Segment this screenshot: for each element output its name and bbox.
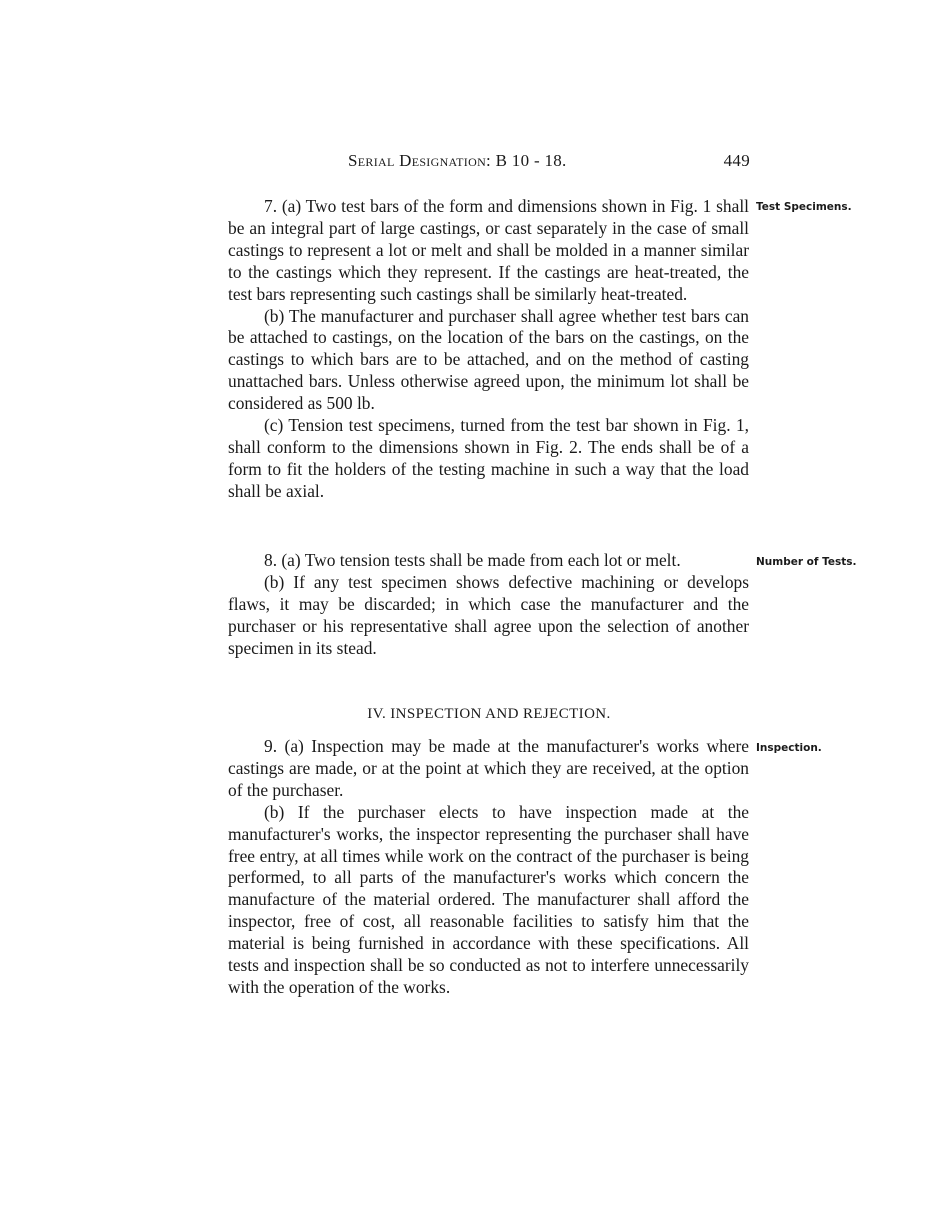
margin-note-number-of-tests: Number of Tests. [756,556,857,568]
page-header [228,151,750,175]
paragraph-8a: 8. (a) Two tension tests shall be made from each lot or melt. [264,550,681,570]
paragraph-7c: (c) Tension test specimens, turned from the test bar shown in Fig. 1, shall conform to the dimensions shown in Fig. 2. The ends shall be of a form to fit the holders of the testing machine in such a way that the load shall be axial. [228,415,749,501]
section-7-test-specimens [228,196,749,503]
paragraph-7a: 7. (a) Two test bars of the form and dimensions shown in Fig. 1 shall be an integral part of large castings, or cast separately in the case of small castings to represent a lot or melt and shall be molded in a manner similar to the castings which they represent. If the castings are heat-treated, the test bars representing such castings shall be similarly heat-treated. [228,196,749,304]
serial-designation: Serial Designation: B 10 - 18. [348,151,567,170]
margin-note-inspection: Inspection. [756,742,822,754]
margin-note-test-specimens: Test Specimens. [756,201,852,213]
section-8-number-of-tests [228,550,749,660]
page-number: 449 [723,151,750,170]
section-9-inspection [228,736,749,999]
paragraph-9b: (b) If the purchaser elects to have inspection made at the manufacturer's works, the inspector representing the purchaser shall have free entry, at all times while work on the contract of the purchaser is being performed, to all parts of the manufacturer's works which concern the manufacture of the material ordered. The manufacturer shall afford the inspector, free of cost, all reasonable facilities to satisfy him that the material is being furnished in accordance with these specifications. All tests and inspection shall be so conducted as not to interfere unnecessarily with the operation of the works. [228,801,749,997]
paragraph-8b: (b) If any test specimen shows defective machining or develops flaws, it may be discarded; in which case the manufacturer and the purchaser or his representative shall agree upon the selection of another specimen in its stead. [228,571,749,658]
paragraph-7b: (b) The manufacturer and purchaser shall agree whether test bars can be attached to castings, on the location of the bars on the castings, on the castings to which bars are to be attached, and on the method of casting unattached bars. Unless otherwise agreed upon, the minimum lot shall be considered as 500 lb. [228,305,749,414]
part-heading-inspection-and-rejection: IV. INSPECTION AND REJECTION. [367,706,611,722]
paragraph-9a: 9. (a) Inspection may be made at the manufacturer's works where castings are made, or at the point at which they are received, at the option of the purchaser. [228,736,749,800]
